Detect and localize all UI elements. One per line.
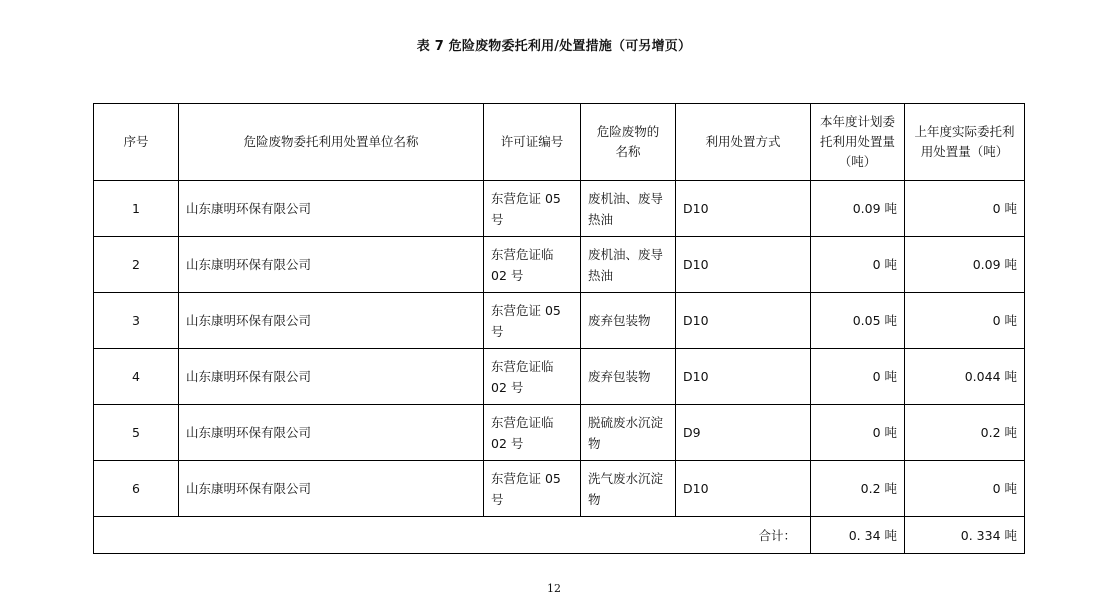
cell-method: D10 xyxy=(676,237,811,293)
cell-unit: 山东康明环保有限公司 xyxy=(179,405,484,461)
header-seq: 序号 xyxy=(94,104,179,181)
cell-last-year: 0.09 吨 xyxy=(905,237,1025,293)
cell-seq: 1 xyxy=(94,181,179,237)
cell-unit: 山东康明环保有限公司 xyxy=(179,461,484,517)
cell-waste-name: 脱硫废水沉淀物 xyxy=(581,405,676,461)
total-plan: 0. 34 吨 xyxy=(811,517,905,554)
header-license: 许可证编号 xyxy=(484,104,581,181)
cell-last-year: 0.044 吨 xyxy=(905,349,1025,405)
cell-method: D10 xyxy=(676,461,811,517)
cell-plan: 0 吨 xyxy=(811,405,905,461)
page-number: 12 xyxy=(547,582,561,595)
cell-unit: 山东康明环保有限公司 xyxy=(179,237,484,293)
table-title: 表 7 危险废物委托利用/处置措施（可另增页） xyxy=(416,39,692,54)
header-last-year: 上年度实际委托利用处置量（吨） xyxy=(905,104,1025,181)
hazardous-waste-table xyxy=(93,103,1025,554)
cell-last-year: 0 吨 xyxy=(905,293,1025,349)
header-method: 利用处置方式 xyxy=(676,104,811,181)
cell-waste-name: 废弃包装物 xyxy=(581,349,676,405)
header-unit: 危险废物委托利用处置单位名称 xyxy=(179,104,484,181)
cell-license: 东营危证临 02 号 xyxy=(484,237,581,293)
cell-plan: 0 吨 xyxy=(811,349,905,405)
cell-last-year: 0 吨 xyxy=(905,181,1025,237)
cell-plan: 0 吨 xyxy=(811,237,905,293)
header-plan: 本年度计划委托利用处置量（吨） xyxy=(811,104,905,181)
cell-method: D9 xyxy=(676,405,811,461)
cell-seq: 2 xyxy=(94,237,179,293)
cell-unit: 山东康明环保有限公司 xyxy=(179,293,484,349)
table-row xyxy=(94,237,1025,293)
cell-license: 东营危证临 02 号 xyxy=(484,349,581,405)
total-row xyxy=(94,517,1025,554)
cell-method: D10 xyxy=(676,349,811,405)
cell-waste-name: 洗气废水沉淀物 xyxy=(581,461,676,517)
cell-waste-name: 废机油、废导热油 xyxy=(581,181,676,237)
cell-last-year: 0.2 吨 xyxy=(905,405,1025,461)
table-row xyxy=(94,405,1025,461)
cell-license: 东营危证临 02 号 xyxy=(484,405,581,461)
table-row xyxy=(94,461,1025,517)
cell-plan: 0.2 吨 xyxy=(811,461,905,517)
cell-seq: 5 xyxy=(94,405,179,461)
cell-waste-name: 废弃包装物 xyxy=(581,293,676,349)
cell-unit: 山东康明环保有限公司 xyxy=(179,349,484,405)
cell-last-year: 0 吨 xyxy=(905,461,1025,517)
cell-license: 东营危证 05 号 xyxy=(484,461,581,517)
table-row xyxy=(94,293,1025,349)
cell-plan: 0.09 吨 xyxy=(811,181,905,237)
cell-seq: 3 xyxy=(94,293,179,349)
table-row xyxy=(94,181,1025,237)
cell-license: 东营危证 05 号 xyxy=(484,293,581,349)
table-row xyxy=(94,349,1025,405)
header-row xyxy=(94,104,1025,181)
cell-license: 东营危证 05 号 xyxy=(484,181,581,237)
cell-unit: 山东康明环保有限公司 xyxy=(179,181,484,237)
cell-method: D10 xyxy=(676,293,811,349)
cell-plan: 0.05 吨 xyxy=(811,293,905,349)
cell-seq: 4 xyxy=(94,349,179,405)
total-label: 合计： xyxy=(94,517,811,554)
cell-seq: 6 xyxy=(94,461,179,517)
header-waste-name: 危险废物的名称 xyxy=(581,104,676,181)
cell-method: D10 xyxy=(676,181,811,237)
total-last-year: 0. 334 吨 xyxy=(905,517,1025,554)
cell-waste-name: 废机油、废导热油 xyxy=(581,237,676,293)
